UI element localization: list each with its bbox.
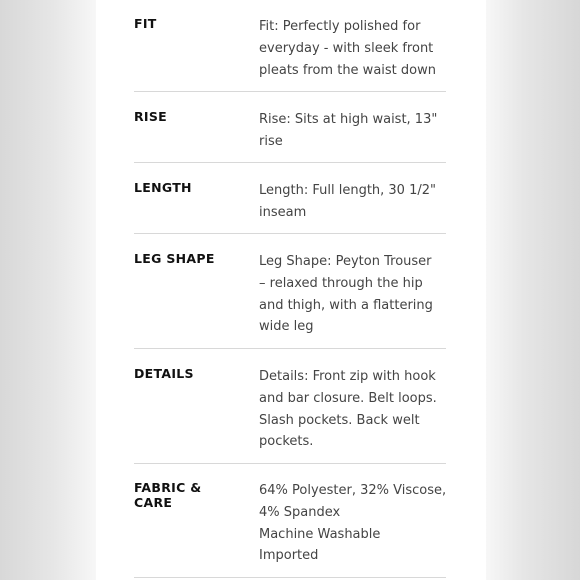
spec-value: Leg Shape: Peyton Trouser – relaxed through the hip and thigh, with a flattering wide leg [259,254,433,335]
spec-row-length [134,180,446,226]
divider [134,233,446,234]
spec-row-fabric-care [134,480,446,570]
spec-label: DETAILS [134,366,194,381]
spec-row-details [134,366,446,456]
product-specs-panel [96,0,486,580]
spec-label: FABRIC & CARE [134,480,202,510]
spec-label: FIT [134,16,157,31]
spec-value: Details: Front zip with hook and bar closure. Belt loops. Slash pockets. Back welt pockets. [259,369,437,450]
divider [134,577,446,578]
spec-label: RISE [134,109,168,124]
spec-label: LEG SHAPE [134,251,215,266]
right-margin [486,0,580,580]
spec-label: LENGTH [134,180,192,195]
divider [134,91,446,92]
spec-value: Fit: Perfectly polished for everyday - with sleek front pleats from the waist down [259,19,436,78]
left-margin [0,0,96,580]
divider [134,348,446,349]
spec-row-rise [134,109,446,155]
divider [134,162,446,163]
spec-row-leg-shape [134,251,446,341]
spec-value: 64% Polyester, 32% Viscose, 4% Spandex Machine Washable Imported [259,483,447,564]
spec-row-fit [134,16,446,86]
spec-value: Rise: Sits at high waist, 13" rise [259,112,438,149]
divider [134,463,446,464]
spec-value: Length: Full length, 30 1/2" inseam [259,183,436,220]
